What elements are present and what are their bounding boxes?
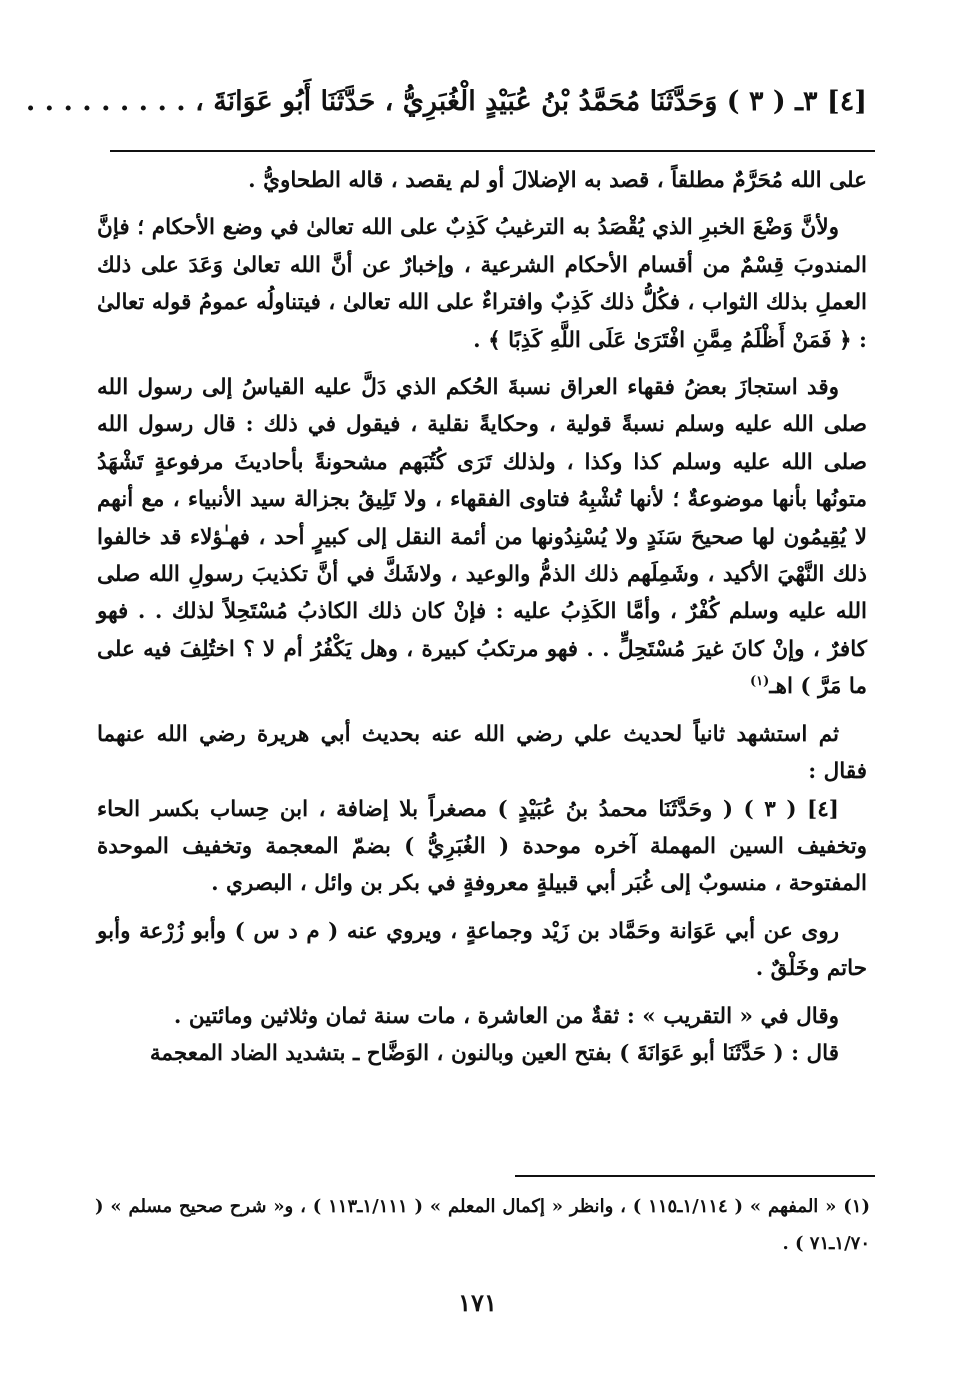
- paragraph-1: على الله مُحَرَّمٌ مطلقاً ، قصد به الإضلالَ أو لم يقصد ، قاله الطحاويُّ .: [248, 168, 867, 193]
- paragraph-5: [٤] ( ٣ ) ( وحَدَّثَنَا محمدُ بنُ عُبَيْدٍ ) مصغراً بلا إضافة ، ابن حِساب بكسر الحاء وتخفيف السين المهملة آخره موحدة ( الغُبَرِيُّ ) بضمّ المعجمة وتخفيف الموحدة المفتوحة ، منسوبٌ إلى غُبَر أبي قبيلةٍ معروفةٍ في بكر بن وائل ، البصري .: [97, 796, 867, 897]
- paragraph-7: وقال في « التقريب » : ثقةٌ من العاشرة ، مات سنة ثمان وثلاثين ومائتين .: [173, 1003, 839, 1029]
- header-text: [٤] ٣ـ ( ٣ ) وَحَدَّثَنَا مُحَمَّدُ بْنُ عُبَيْدٍ الْغُبَرِيُّ ، حَدَّثَنَا أَبُو عَوَانَةَ ، . . . . . . . . .: [25, 86, 867, 117]
- paragraph-3-text: وقد استجازَ بعضُ فقهاء العراق نسبةَ الحُكم الذي دَلَّ عليه القياسُ إلى رسول الله صلى الله عليه وسلم نسبةً قولية ، وحكايةً نقلية ، فيقول في ذلك : قال رسول الله صلى الله عليه وسلم كذا وكذا ، ولذلك تَرَى كُتُبَهم مشحونةً بأحاديثَ مرفوعةٍ تَشْهَدُ متونُها بأنها موضوعةٌ ؛ لأنها تُشْبِهُ فتاوى الفقهاء ، ولا تَلِيقُ بجزالة سيد الأنبياء ، مع أنهم لا يُقِيمُون لها صحيحَ سَنَدٍ ولا يُسْنِدُونها من أئمة النقل إلى كبيرٍ أحد ، فهـٰؤلاء قد خالفوا ذلك النَّهْيَ الأكيد ، وشَمِلَهم ذلك الذمُّ والوعيد ، ولاشَكَّ في أنَّ تكذيبَ رسولِ الله صلى الله عليه وسلم كُفْرٌ ، وأمَّا الكَذِبُ عليه : فإنْ كان ذلك الكاذبُ مُسْتَحِلاً لذلك . . فهو كافرٌ ، وإنْ كانَ غيرَ مُسْتَحِلٍّ . . فهو مرتكبُ كبيرة ، وهل يَكْفُرُ أم لا ؟ اختُلِفَ فيه على ما مَرَّ ) اهـ: [97, 375, 867, 700]
- footnote: [95, 1188, 870, 1262]
- paragraph-4: ثم استشهد ثانياً لحديث علي رضي الله عنه بحديث أبي هريرة رضي الله عنهما فقال :: [97, 721, 867, 785]
- header-divider: [110, 150, 875, 152]
- paragraph-8: قال : ( حَدَّثَنَا أبو عَوَانَةَ ) بفتح العين وبالنون ، الوَضَّاح ـ بتشديد الضاد المعجمة: [149, 1040, 839, 1066]
- footnote-marker: (١): [750, 674, 770, 690]
- footnote-divider: [515, 1175, 875, 1177]
- paragraph-3: [97, 369, 867, 706]
- page-header: [25, 80, 867, 124]
- page-number: ١٧١: [458, 1288, 497, 1317]
- footnote-text: (١) « المفهم » ( ١/١١٤ـ١١٥ ) ، وانظر « إكمال المعلم » ( ١/١١١ـ١١٣ ) ، و« شرح صحيح مسلم » ( ١/٧٠ـ٧١ ) .: [95, 1196, 870, 1254]
- main-text: [97, 162, 867, 1072]
- paragraph-6: روى عن أبي عَوَانة وحَمَّاد بن زَيْد وجماعةٍ ، ويروي عنه ( م د س ) وأبو زُرْعة وأبو حاتم وخَلْقٌ .: [97, 918, 867, 982]
- paragraph-2: ولأنَّ وَضْعَ الخبرِ الذي يُقْصَدُ به الترغيبُ كَذِبٌ على الله تعالىٰ في وضع الأحكام ؛ فإنَّ المندوبَ قِسْمٌ من أقسام الأحكام الشرعية ، وإخبارٌ عن أنَّ الله تعالىٰ وَعَدَ على ذلك العملِ بذلك الثواب ، فكُلُّ ذلك كَذِبٌ وافتراءٌ على الله تعالىٰ ، فيتناولُه عمومُ قوله تعالىٰ : ﴿ فَمَنْ أَظْلَمُ مِمَّنِ افْتَرَىٰ عَلَى اللَّهِ كَذِبًا ﴾ .: [97, 215, 867, 353]
